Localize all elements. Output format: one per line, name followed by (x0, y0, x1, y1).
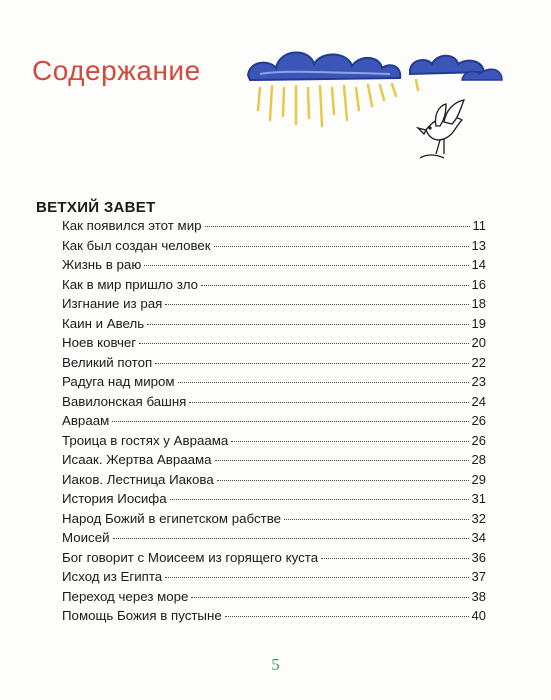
toc-entry (62, 450, 486, 470)
toc-entry (62, 528, 486, 548)
toc-entry-title: Авраам (62, 413, 110, 428)
dot-leader (215, 460, 469, 461)
dot-leader (225, 616, 469, 617)
toc-entry-page: 16 (471, 276, 486, 292)
dot-leader (178, 382, 469, 383)
toc-entry (62, 411, 486, 431)
toc-entry-page: 37 (471, 569, 486, 584)
toc-entry (62, 567, 486, 587)
cloud-icon (248, 52, 502, 80)
sun-rays-icon (258, 80, 418, 126)
toc-entry (62, 431, 486, 451)
toc-entry (62, 333, 486, 353)
toc-entry-title: Переход через море (62, 588, 189, 604)
dot-leader (284, 519, 468, 520)
toc-entry-page: 28 (471, 452, 486, 467)
toc-entry-title: Помощь Божия в пустыне (62, 608, 222, 623)
dot-leader (201, 285, 469, 286)
toc-entry (62, 372, 486, 392)
toc-entry-title: Ноев ковчег (62, 335, 137, 350)
toc-entry (62, 255, 486, 275)
toc-entry (62, 548, 486, 568)
dot-leader (147, 324, 468, 325)
toc-entry (62, 236, 486, 256)
dove-icon (418, 100, 464, 158)
toc-entry (62, 606, 486, 626)
toc-entry-page: 14 (471, 257, 486, 272)
toc-entry-title: Как был создан человек (62, 237, 211, 253)
toc-entry-title: Вавилонская башня (62, 393, 187, 409)
toc-entry-title: Как появился этот мир (62, 218, 202, 233)
toc-entry-page: 26 (471, 413, 486, 428)
toc-entry-title: Исаак. Жертва Авраама (62, 452, 212, 467)
toc-entry-title: Народ Божий в египетском рабстве (62, 510, 282, 526)
toc-entry (62, 314, 486, 334)
toc-entry (62, 509, 486, 529)
toc-entry-title: Исход из Египта (62, 569, 163, 584)
toc-entry-page: 23 (471, 374, 486, 389)
dot-leader (231, 441, 468, 442)
dot-leader (144, 265, 468, 266)
dot-leader (214, 246, 469, 247)
toc-entry (62, 489, 486, 509)
toc-entry-page: 13 (471, 237, 486, 253)
toc-entry-page: 38 (471, 588, 486, 604)
dot-leader (155, 363, 468, 364)
toc-entry-title: Жизнь в раю (62, 257, 142, 272)
toc-entry-page: 40 (471, 608, 486, 623)
dot-leader (112, 421, 468, 422)
dot-leader (321, 558, 468, 559)
toc-entry-page: 31 (471, 491, 486, 506)
toc-entry-page: 18 (471, 296, 486, 311)
toc-entry-page: 26 (471, 432, 486, 448)
toc-entry-page: 19 (471, 315, 486, 331)
dot-leader (170, 499, 469, 500)
toc-entry-title: Изгнание из рая (62, 296, 163, 311)
toc-entry (62, 353, 486, 373)
toc-entry-title: Радуга над миром (62, 374, 175, 389)
dot-leader (165, 304, 468, 305)
toc-entry-page: 24 (471, 393, 486, 409)
toc-entry (62, 216, 486, 236)
toc-entry-page: 36 (471, 549, 486, 565)
page-title: Содержание (32, 55, 201, 86)
toc-entry-title: Великий потоп (62, 354, 153, 370)
toc-entry (62, 470, 486, 490)
dot-leader (205, 226, 470, 227)
toc-entry-page: 34 (471, 530, 486, 545)
dot-leader (191, 597, 468, 598)
section-heading: ВЕТХИЙ ЗАВЕТ (36, 199, 156, 216)
dot-leader (139, 343, 468, 344)
toc-entry-title: Троица в гостях у Авраама (62, 432, 229, 448)
toc-entry (62, 587, 486, 607)
page-number: 5 (271, 655, 280, 674)
toc-entry-title: Бог говорит с Моисеем из горящего куста (62, 549, 319, 565)
dot-leader (189, 402, 468, 403)
toc-entry-page: 11 (472, 218, 486, 233)
toc-entry-title: История Иосифа (62, 491, 167, 506)
clouds-dove-illustration (240, 30, 520, 170)
toc-entry-title: Моисей (62, 530, 110, 545)
toc-entry-title: Как в мир пришло зло (62, 276, 199, 292)
dot-leader (217, 480, 469, 481)
toc-entry-page: 20 (471, 335, 486, 350)
dot-leader (165, 577, 468, 578)
toc-entry-title: Каин и Авель (62, 315, 145, 331)
toc-entry (62, 275, 486, 295)
toc-entry-page: 22 (471, 354, 486, 370)
toc-entry-title: Иаков. Лестница Иакова (62, 471, 214, 487)
toc-entry-page: 32 (471, 510, 486, 526)
toc-entry-page: 29 (471, 471, 486, 487)
toc-entry (62, 294, 486, 314)
table-of-contents (62, 216, 486, 626)
dot-leader (113, 538, 469, 539)
toc-entry (62, 392, 486, 412)
